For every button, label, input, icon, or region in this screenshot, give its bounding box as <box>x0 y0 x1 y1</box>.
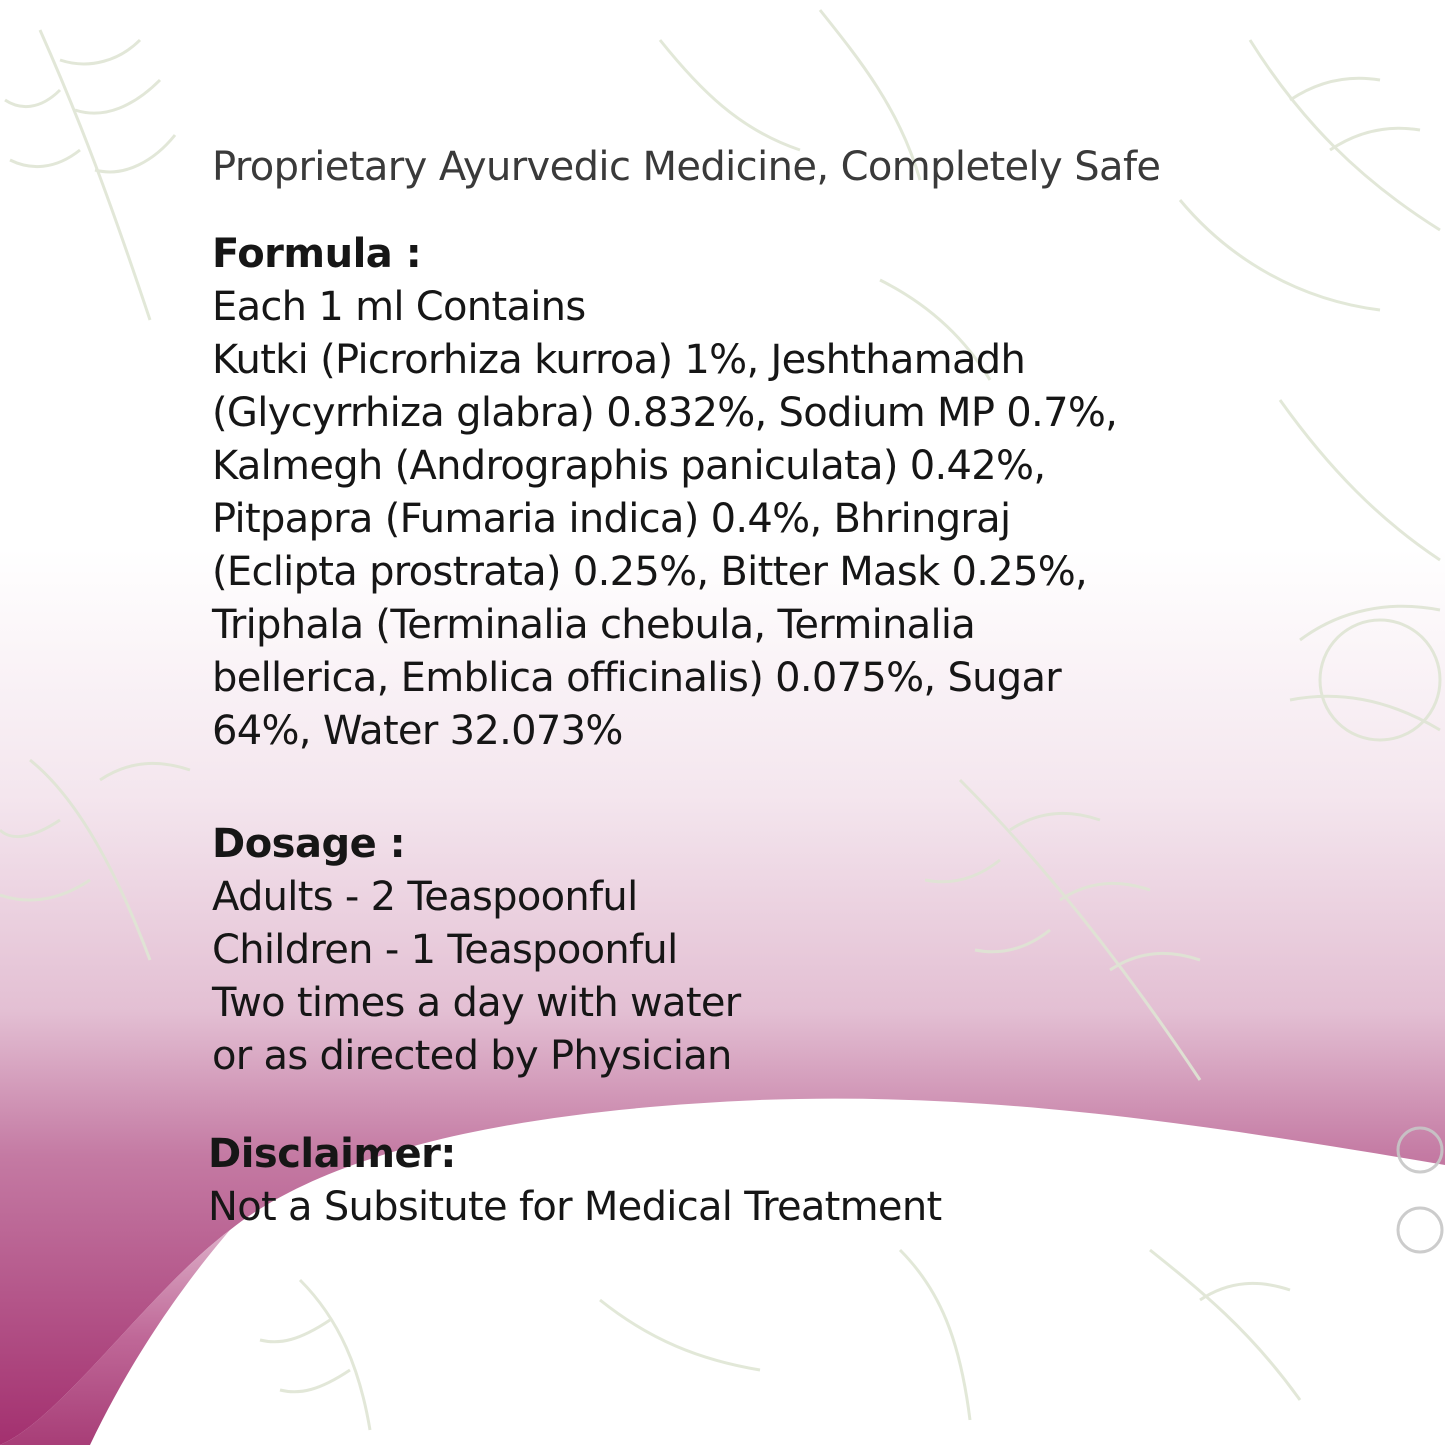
dosage-line: Adults - 2 Teaspoonful <box>212 874 638 920</box>
dosage-section <box>212 818 741 1083</box>
disclaimer-section <box>208 1128 941 1234</box>
disclaimer-heading: Disclaimer: <box>208 1131 456 1177</box>
formula-line: Triphala (Terminalia chebula, Terminalia <box>212 602 976 648</box>
formula-line: (Glycyrrhiza glabra) 0.832%, Sodium MP 0.7%, <box>212 390 1118 436</box>
formula-line: (Eclipta prostrata) 0.25%, Bitter Mask 0.25%, <box>212 549 1088 595</box>
dosage-line: Two times a day with water <box>212 980 741 1026</box>
formula-heading: Formula : <box>212 231 422 277</box>
formula-line: 64%, Water 32.073% <box>212 708 623 754</box>
formula-section <box>212 228 1117 758</box>
dosage-line: or as directed by Physician <box>212 1033 732 1079</box>
formula-line: Kutki (Picrorhiza kurroa) 1%, Jeshthamadh <box>212 337 1026 383</box>
formula-line: bellerica, Emblica officinalis) 0.075%, Sugar <box>212 655 1062 701</box>
disclaimer-text: Not a Subsitute for Medical Treatment <box>208 1184 942 1230</box>
formula-line: Each 1 ml Contains <box>212 284 586 330</box>
formula-line: Pitpapra (Fumaria indica) 0.4%, Bhringraj <box>212 496 1011 542</box>
dosage-line: Children - 1 Teaspoonful <box>212 927 678 973</box>
formula-line: Kalmegh (Andrographis paniculata) 0.42%, <box>212 443 1046 489</box>
dosage-heading: Dosage : <box>212 821 406 867</box>
product-subtitle: Proprietary Ayurvedic Medicine, Completely Safe <box>212 144 1161 190</box>
